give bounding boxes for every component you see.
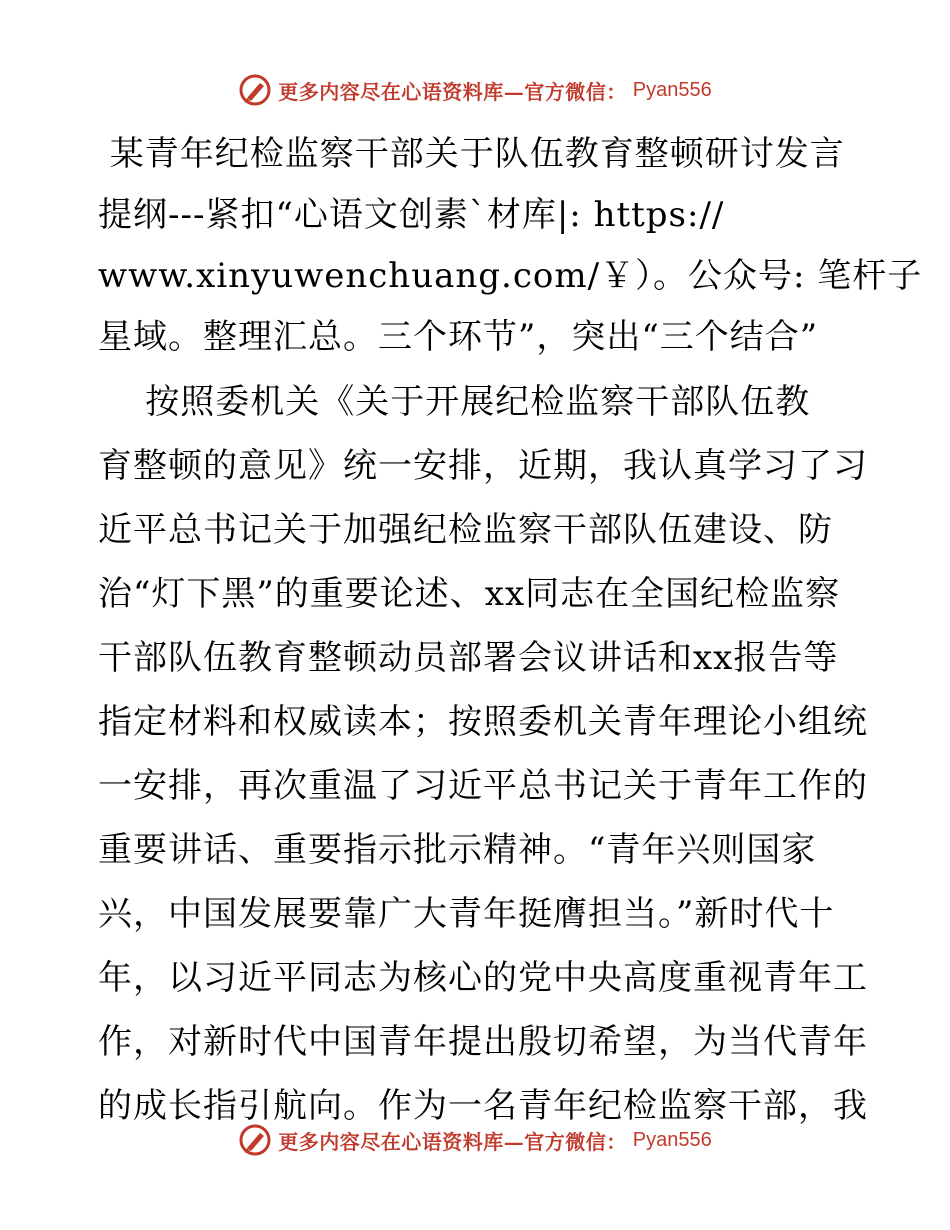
body-line: 的成长指引航向。作为一名青年纪检监察干部，我: [98, 1086, 868, 1126]
body-line: 重要讲话、重要指示批示精神。“青年兴则国家: [98, 830, 817, 870]
body-line: 指定材料和权威读本；按照委机关青年理论小组统: [98, 702, 868, 742]
banner-text: 更多内容尽在心语资料库—官方微信：: [278, 1129, 627, 1154]
footer-banner: [0, 1120, 950, 1160]
header-banner: [0, 70, 950, 110]
body-line: 按照委机关《关于开展纪检监察干部队伍教: [98, 382, 811, 422]
banner-handle: Pyan556: [632, 78, 712, 101]
body-line: 年，以习近平同志为核心的党中央高度重视青年工: [98, 958, 868, 998]
title-line: 提纲---紧扣“心语文创素`材库|: https://: [98, 195, 725, 235]
pen-logo-icon: [238, 73, 272, 107]
body-line: 近平总书记关于加强纪检监察干部队伍建设、防: [98, 510, 833, 550]
title-line: 某青年纪检监察干部关于队伍教育整顿研讨发言: [98, 134, 845, 174]
title-line: 星域。整理汇总。三个环节”，突出“三个结合”: [98, 317, 819, 357]
body-line: 治“灯下黑”的重要论述、xx同志在全国纪检监察: [98, 574, 841, 614]
banner-handle: Pyan556: [632, 1128, 712, 1151]
body-line: 育整顿的意见》统一安排，近期，我认真学习了习: [98, 446, 868, 486]
body-line: 一安排，再次重温了习近平总书记关于青年工作的: [98, 766, 868, 806]
document-body: [98, 370, 868, 1138]
body-line: 兴，中国发展要靠广大青年挺膺担当。”新时代十: [98, 894, 835, 934]
title-line: www.xinyuwenchuang.com/￥）。公众号: 笔杆子: [98, 256, 923, 296]
body-line: 作，对新时代中国青年提出殷切希望，为当代青年: [98, 1022, 868, 1062]
document-title: [98, 124, 923, 368]
banner-text: 更多内容尽在心语资料库—官方微信：: [278, 79, 627, 104]
pen-logo-icon: [238, 1123, 272, 1157]
body-line: 干部队伍教育整顿动员部署会议讲话和xx报告等: [98, 638, 839, 678]
